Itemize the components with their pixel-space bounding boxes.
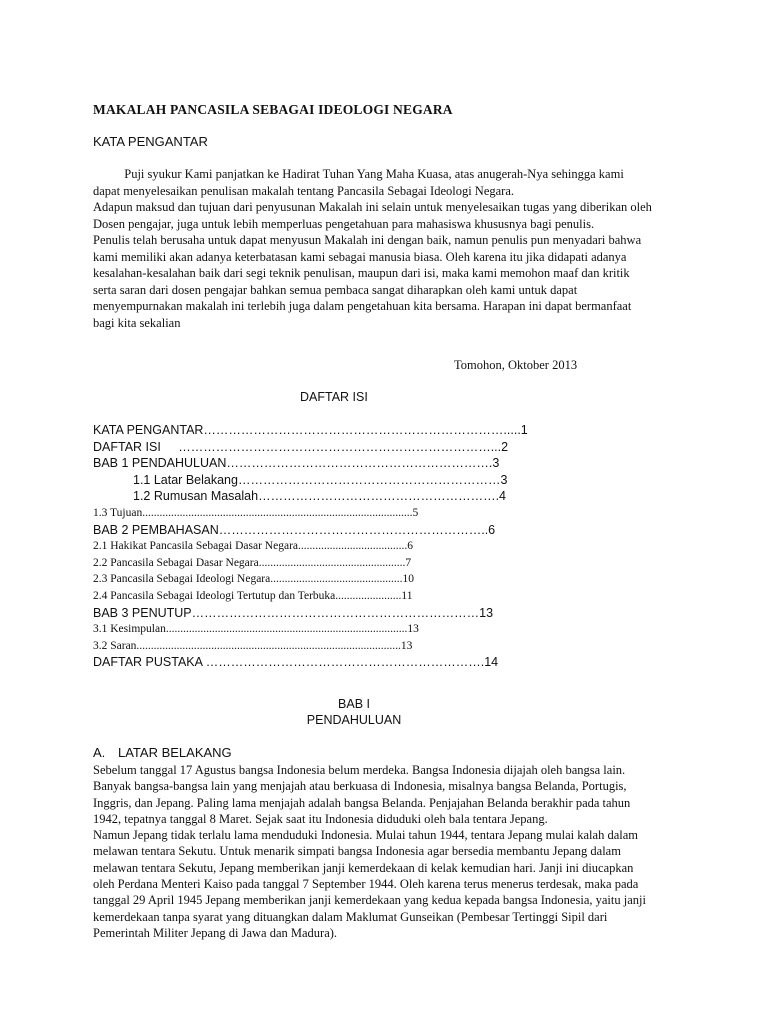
paragraph-line: melawan tentara Sekutu. Untuk menarik simpati bangsa Indonesia agar bersedia membantu Jepang dalam bbox=[93, 844, 621, 859]
paragraph-line: tanggal 29 April 1945 Jepang memberikan janji kemerdekaan yang kedua kepada bangsa Indonesia, yaitu janji bbox=[93, 893, 646, 908]
paragraph-line: Pemerintah Militer Jepang di Jawa dan Madura). bbox=[93, 925, 338, 940]
toc-entry: DAFTAR ISI …………………………………………………………………...2 bbox=[93, 439, 509, 454]
latar-belakang-body bbox=[93, 762, 693, 941]
paragraph-line: serta saran dari dosen pengajar bahkan semua pembaca sangat diharapkan oleh kami untuk dapat bbox=[93, 282, 578, 297]
section-heading bbox=[93, 745, 232, 760]
toc-entry: 3.2 Saran............................................................................................13 bbox=[93, 639, 413, 652]
paragraph-line: kesalahan-kesalahan baik dari segi teknik penulisan, maupun dari isi, maka kami memohon maaf dan kritik bbox=[93, 266, 630, 280]
paragraph-line: menyempurnakan makalah ini terlebih juga dalam pengetahuan kita bersama. Harapan ini dapat bermanfaat bbox=[93, 299, 632, 313]
section-title: LATAR BELAKANG bbox=[118, 745, 232, 760]
paragraph-line: melawan tentara Sekutu, Jepang memberikan janji kemerdekaan di kelak kemudian hari. Janji ini diucapkan bbox=[93, 860, 634, 875]
daftar-isi-heading: DAFTAR ISI bbox=[300, 390, 368, 404]
kata-pengantar-heading: KATA PENGANTAR bbox=[93, 134, 208, 149]
paragraph-line: Puji syukur Kami panjatkan ke Hadirat Tuhan Yang Maha Kuasa, atas anugerah-Nya sehingga kami bbox=[93, 167, 624, 181]
paragraph-line: Sebelum tanggal 17 Agustus bangsa Indonesia belum merdeka. Bangsa Indonesia dijajah oleh bangsa lain. bbox=[93, 763, 626, 777]
toc-entry: 2.2 Pancasila Sebagai Dasar Negara...................................................7 bbox=[93, 556, 412, 569]
paragraph-line: kami memiliki akan adanya keterbatasan kami sebagai manusia biasa. Oleh karena itu jika didapati adanya bbox=[93, 249, 627, 264]
toc-entry: DAFTAR PUSTAKA ………………………………………………………….14 bbox=[93, 655, 499, 670]
kata-pengantar-body bbox=[93, 166, 693, 331]
paragraph-line: Inggris, dan Jepang. Paling lama menjajah adalah bangsa Belanda. Penjajahan Belanda berakhir pada tahun bbox=[93, 795, 631, 810]
toc-entry: BAB 2 PEMBAHASAN………………………………………………………..6 bbox=[93, 522, 496, 537]
toc-entry: 1.1 Latar Belakang………………………………………………………3 bbox=[133, 472, 508, 487]
paragraph-line: bagi kita sekalian bbox=[93, 315, 181, 330]
toc-entry: BAB 1 PENDAHULUAN……………………………………………………….3 bbox=[93, 456, 500, 471]
toc-entry: 3.1 Kesimpulan....................................................................................13 bbox=[93, 623, 419, 636]
toc-entry: BAB 3 PENUTUP……………………………………………………………13 bbox=[93, 605, 494, 620]
toc-entry: KATA PENGANTAR……………………………………………………………….....1 bbox=[93, 423, 528, 437]
table-of-contents bbox=[93, 422, 528, 671]
chapter-subtitle: PENDAHULUAN bbox=[306, 713, 402, 727]
toc-entry: 2.1 Hakikat Pancasila Sebagai Dasar Negara......................................6 bbox=[93, 540, 414, 553]
paragraph-line: 1942, tepatnya tanggal 8 Maret. Sejak saat itu Indonesia diduduki oleh bala tentara Jepang. bbox=[93, 811, 548, 826]
toc-entry: 1.3 Tujuan..............................................................................................5 bbox=[93, 506, 419, 519]
toc-entry: 2.3 Pancasila Sebagai Ideologi Negara..............................................10 bbox=[93, 573, 414, 586]
document-title: MAKALAH PANCASILA SEBAGAI IDEOLOGI NEGARA bbox=[93, 102, 453, 117]
paragraph-line: oleh Perdana Menteri Kaiso pada tanggal 7 September 1944. Oleh karena terus menerus terdesak, maka pada bbox=[93, 877, 639, 892]
paragraph-line: Banyak bangsa-bangsa lain yang menjajah atau berkuasa di Indonesia, misalnya bangsa Belanda, Portugis, bbox=[93, 779, 627, 794]
paragraph-line: kemerdekaan tanpa syarat yang dituangkan dalam Maklumat Gunseikan (Pembesar Tertinggi Sipil dari bbox=[93, 909, 608, 924]
toc-entry: 1.2 Rumusan Masalah………………………………………………….4 bbox=[133, 489, 506, 504]
place-date: Tomohon, Oktober 2013 bbox=[454, 358, 578, 372]
toc-entry: 2.4 Pancasila Sebagai Ideologi Tertutup dan Terbuka.......................11 bbox=[93, 589, 413, 602]
paragraph-line: Dosen pengajar, juga untuk lebih memperluas pengetahuan para mahasiswa khususnya bagi penulis. bbox=[93, 216, 595, 231]
paragraph-line: dapat menyelesaikan penulisan makalah tentang Pancasila Sebagai Ideologi Negara. bbox=[93, 183, 515, 198]
chapter-title: BAB I bbox=[338, 697, 370, 711]
section-letter: A. bbox=[93, 745, 106, 760]
paragraph-line: Namun Jepang tidak terlalu lama menduduki Indonesia. Mulai tahun 1944, tentara Jepang mulai kalah dalam bbox=[93, 828, 638, 843]
paragraph-line: Adapun maksud dan tujuan dari penyusunan Makalah ini selain untuk menyelesaikan tugas yang diberikan oleh bbox=[93, 200, 652, 214]
paragraph-line: Penulis telah berusaha untuk dapat menyusun Makalah ini dengan baik, namun penulis pun menyadari bahwa bbox=[93, 233, 642, 247]
